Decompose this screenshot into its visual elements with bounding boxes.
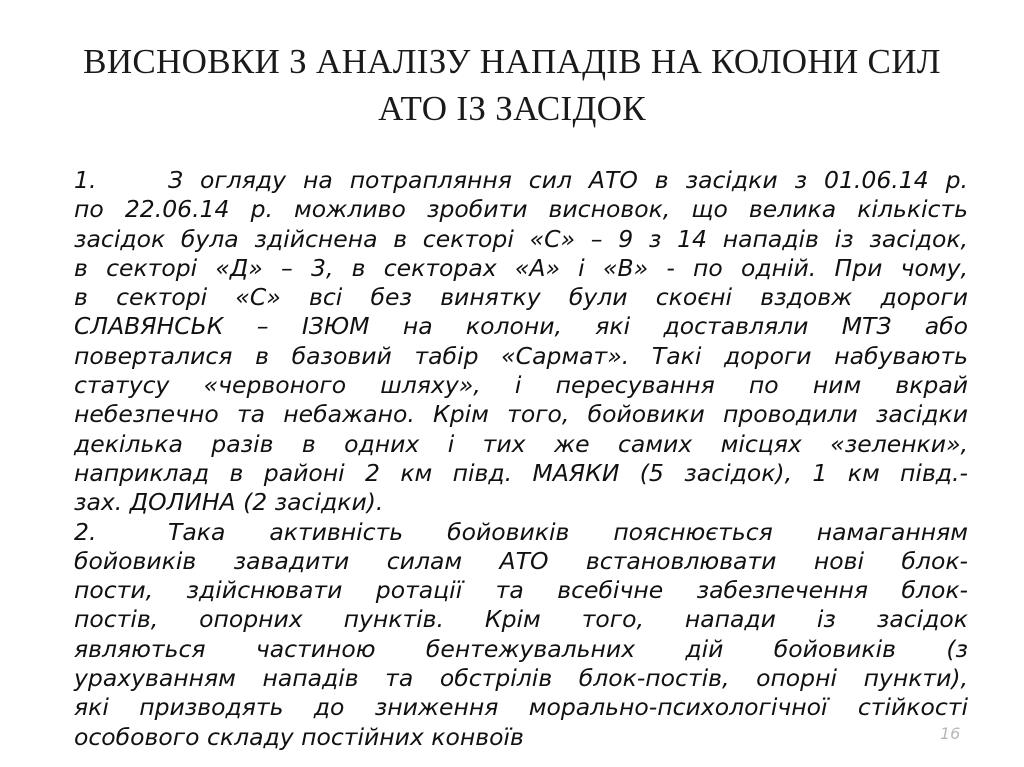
paragraph-2-line: постів, опорних пунктів. Крім того, напади із засідок <box>74 605 968 634</box>
paragraph-1-line: статусу «червоного шляху», і пересування по ним вкрай <box>74 371 968 400</box>
paragraph-1-line: СЛАВЯНСЬК – ІЗЮМ на колони, які доставляли МТЗ або <box>74 312 968 341</box>
paragraph-1-line-text: З огляду на потрапляння сил АТО в засідки з 01.06.14 р. <box>168 166 968 194</box>
paragraph-2-line: являються частиною бентежувальних дій бойовиків (з <box>74 634 968 663</box>
slide-title <box>40 38 984 132</box>
paragraph-2-line: які призводять до зниження морально-психологічної стійкості <box>74 693 968 722</box>
paragraph-2-number: 2. <box>74 517 97 546</box>
paragraph-1-line: наприклад в районі 2 км півд. МАЯКИ (5 засідок), 1 км півд.- <box>74 458 968 487</box>
paragraph-2-line: бойовиків завадити силам АТО встановлювати нові блок- <box>74 546 968 575</box>
paragraph-1-line: поверталися в базовий табір «Сармат». Такі дороги набувають <box>74 341 968 370</box>
paragraph-1-line: засідок була здійснена в секторі «С» – 9 з 14 нападів із засідок, <box>74 224 968 253</box>
page-number: 16 <box>940 724 961 743</box>
paragraph-2-line: особового складу постійних конвоїв <box>74 722 524 751</box>
title-line: ВИСНОВКИ З АНАЛІЗУ НАПАДІВ НА КОЛОНИ СИЛ <box>83 42 941 81</box>
slide-body-text <box>74 166 968 752</box>
paragraph-2-line: урахуванням нападів та обстрілів блок-постів, опорні пункти), <box>74 664 968 693</box>
paragraph-1-line <box>74 166 968 195</box>
paragraph-1-line: в секторі «С» всі без винятку були скоєні вздовж дороги <box>74 283 968 312</box>
title-line: АТО ІЗ ЗАСІДОК <box>378 89 646 128</box>
paragraph-1-number: 1. <box>74 166 97 194</box>
paragraph-1-line: зах. ДОЛИНА (2 засідки). <box>74 488 384 517</box>
paragraph-1-line: в секторі «Д» – 3, в секторах «А» і «В» - по одній. При чому, <box>74 253 968 282</box>
paragraph-1-line: небезпечно та небажано. Крім того, бойовики проводили засідки <box>74 400 968 429</box>
paragraph-1-line: декілька разів в одних і тих же самих місцях «зеленки», <box>74 429 968 458</box>
paragraph-1-line: по 22.06.14 р. можливо зробити висновок, що велика кількість <box>74 195 968 224</box>
paragraph-2-line: пости, здійснювати ротації та всебічне забезпечення блок- <box>74 576 968 605</box>
paragraph-2-line-text: Така активність бойовиків пояснюється намаганням <box>168 517 968 546</box>
paragraph-2-line <box>74 518 968 547</box>
